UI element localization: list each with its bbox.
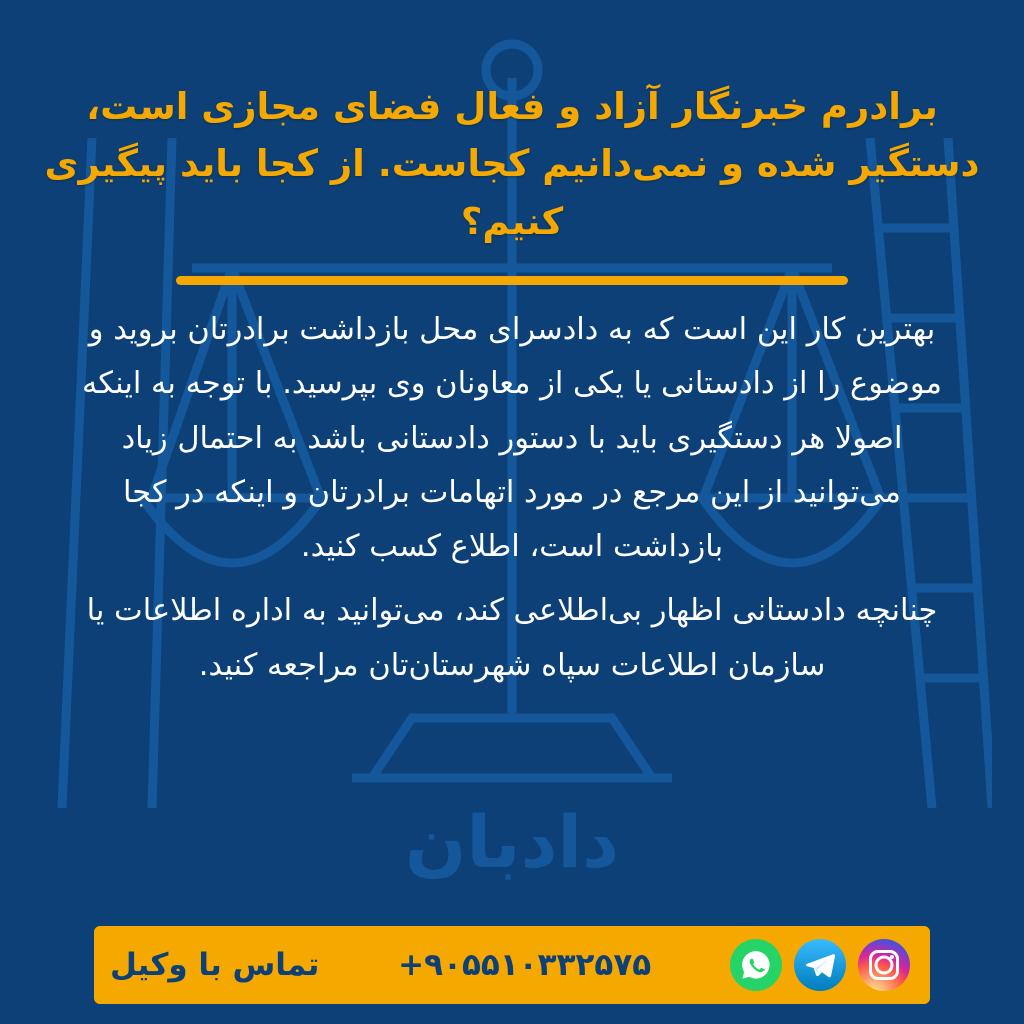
answer-body bbox=[72, 303, 952, 693]
whatsapp-icon[interactable] bbox=[730, 939, 782, 991]
instagram-icon[interactable] bbox=[858, 939, 910, 991]
phone-number[interactable]: +۹۰۵۵۱۰۳۳۲۵۷۵ bbox=[398, 947, 652, 983]
contact-bar bbox=[94, 926, 930, 1004]
brand-watermark-text: دادبان bbox=[404, 800, 620, 884]
social-icon-group bbox=[730, 939, 910, 991]
contact-label: تماس با وکیل bbox=[110, 947, 320, 983]
answer-paragraph-1: بهترین کار این است که به دادسرای محل بازداشت برادرتان بروید و موضوع را از دادستانی یا یکی از معاونان وی بپرسید. با توجه به اینکه اصولا هر دستگیری باید با دستور دادستانی باشد به احتمال زیاد می‌توانید از این مرجع در مورد اتهامات برادرتان و اینکه در کجا بازداشت است، اطلاع کسب کنید. bbox=[81, 312, 942, 565]
divider-wrapper bbox=[26, 276, 998, 285]
telegram-icon[interactable] bbox=[794, 939, 846, 991]
poster-content bbox=[0, 78, 1024, 693]
headline-question: برادرم خبرنگار آزاد و فعال فضای مجازی است، دستگیر شده و نمی‌دانیم کجاست. از کجا باید پیگیری کنیم؟ bbox=[44, 85, 980, 243]
answer-paragraph-2: چنانچه دادستانی اظهار بی‌اطلاعی کند، می‌توانید به اداره اطلاعات یا سازمان اطلاعات سپاه شهرستان‌تان مراجعه کنید. bbox=[86, 593, 938, 683]
accent-divider bbox=[176, 276, 848, 285]
